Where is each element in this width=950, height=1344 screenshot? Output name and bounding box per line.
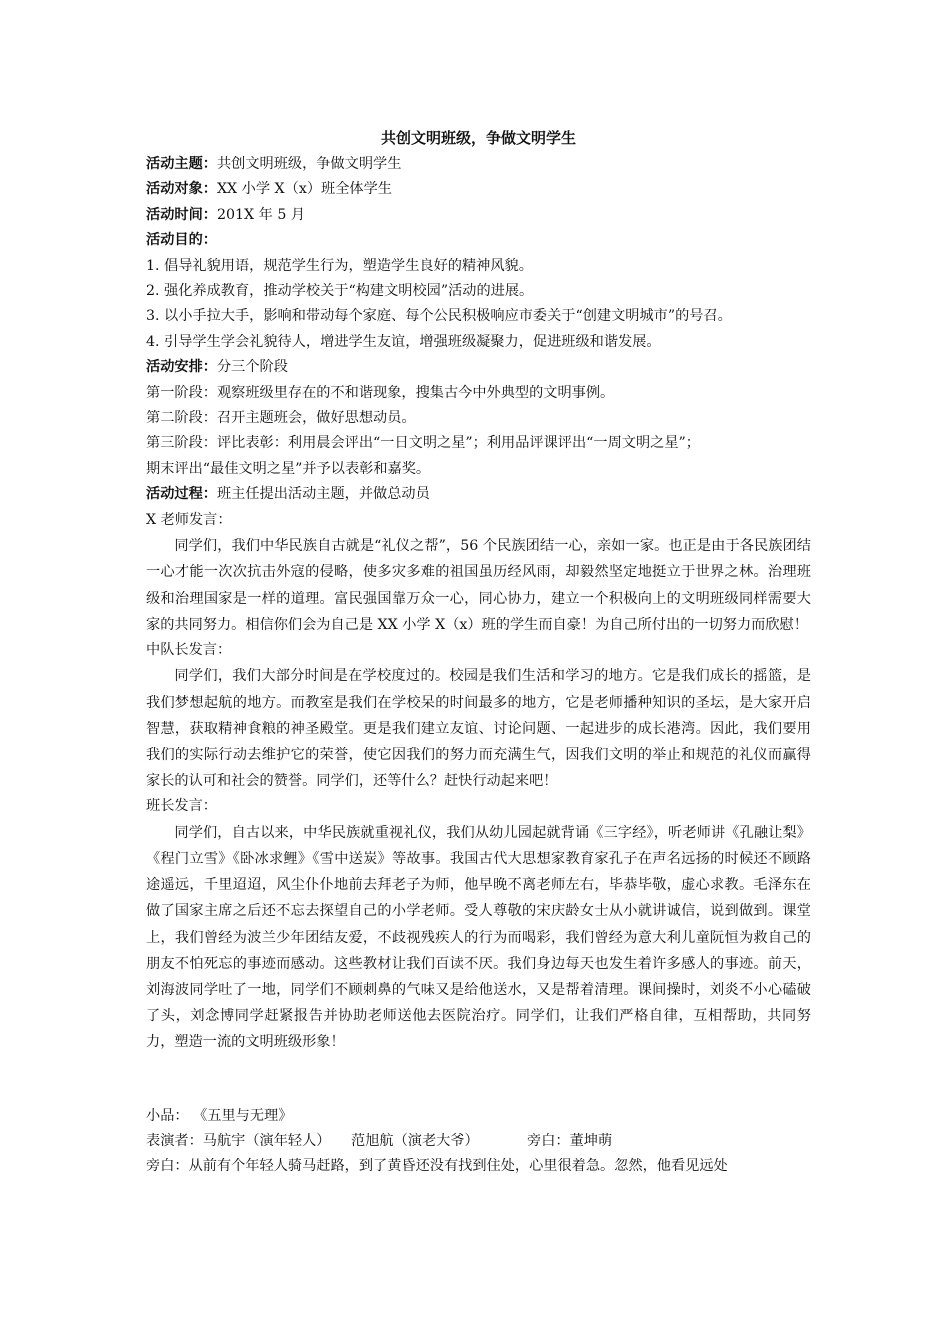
- stage-line: 第二阶段：召开主题班会，做好思想动员。: [146, 410, 416, 427]
- stage-line: 期末评出“最佳文明之星”并予以表彰和嘉奖。: [146, 460, 431, 477]
- speaker-label: X 老师发言：: [146, 511, 232, 528]
- skit-narration: 旁白：从前有个年轻人骑马赶路，到了黄昏还没有找到住处，心里很着急。忽然，他看见远处: [146, 1158, 728, 1175]
- stage-line: 第一阶段：观察班级里存在的不和谐现象，搜集古今中外典型的文明事例。: [146, 384, 615, 401]
- cast-label: 表演者：: [146, 1132, 203, 1149]
- target-row: [146, 177, 811, 202]
- cast-member: 范旭航（演老大爷）: [351, 1132, 479, 1149]
- arrangement-value: 分三个阶段: [216, 359, 288, 376]
- speech-paragraph: 同学们，自古以来，中华民族就重视礼仪，我们从幼儿园起就背诵《三字经》，听老师讲《孔融让梨》《程门立雪》《卧冰求鲤》《雪中送炭》等故事。我国古代大思想家教育家孔子在声名远扬的时候还不顾路途遥远，千里迢迢，风尘仆仆地前去拜老子为师，他早晚不离老师左右，毕恭毕敬，虚心求教。毛泽东在做了国家主席之后还不忘去探望自己的小学老师。受人尊敬的宋庆龄女士从小就讲诚信，说到做到。课堂上，我们曾经为波兰少年团结友爱，不歧视残疾人的行为而喝彩，我们曾经为意大利儿童阮恒为救自己的朋友不怕死忘的事迹而感动。这些教材让我们百读不厌。我们身边每天也发生着许多感人的事迹。前天，刘海波同学吐了一地，同学们不顾刺鼻的气味又是给他送水，又是帮着清理。课间操时，刘炎不小心磕破了头，刘念博同学赶紧报告并协助老师送他去医院治疗。同学们，让我们严格自律，互相帮助，共同努力，塑造一流的文明班级形象！: [146, 824, 811, 1051]
- cast-narrator: 旁白：董坤萌: [527, 1132, 613, 1149]
- theme-row: [146, 152, 811, 177]
- purpose-item: 1. 倡导礼貌用语，规范学生行为，塑造学生良好的精神风貌。: [146, 257, 533, 274]
- page-title: 共创文明班级，争做文明学生: [380, 129, 576, 147]
- skit-cast-row: [146, 1129, 811, 1154]
- skit-title: 小品： 《五里与无理》: [146, 1107, 293, 1124]
- arrangement-row: [146, 355, 811, 380]
- speaker-label: 中队长发言：: [146, 641, 232, 658]
- purpose-item: 2. 强化养成教育，推动学校关于“构建文明校园”活动的进展。: [146, 283, 534, 300]
- target-value: XX 小学 X（x）班全体学生: [216, 181, 392, 198]
- target-label: 活动对象：: [146, 181, 217, 198]
- purpose-item: 3. 以小手拉大手，影响和带动每个家庭、每个公民积极响应市委关于“创建文明城市”的号召。: [146, 308, 732, 325]
- document-page: [146, 128, 811, 1180]
- theme-label: 活动主题：: [146, 156, 217, 172]
- speech-paragraph: 同学们，我们大部分时间是在学校度过的。校园是我们生活和学习的地方。它是我们成长的摇篮，是我们梦想起航的地方。而教室是我们在学校呆的时间最多的地方，它是老师播种知识的圣坛，是大家开启智慧，获取精神食粮的神圣殿堂。更是我们建立友谊、讨论问题、一起进步的成长港湾。因此，我们要用我们的实际行动去维护它的荣誉，使它因我们的努力而充满生气，因我们文明的举止和规范的礼仪而赢得家长的认可和社会的赞誉。同学们，还等什么？赶快行动起来吧！: [146, 668, 811, 790]
- cast-primary: [146, 1129, 351, 1154]
- process-row: [146, 482, 811, 507]
- section-spacer: [146, 1056, 811, 1104]
- arrangement-label: 活动安排：: [146, 359, 217, 376]
- purpose-row: [146, 228, 811, 253]
- speaker-label: 班长发言：: [146, 798, 217, 815]
- purpose-label: 活动目的：: [146, 232, 217, 249]
- process-value: 班主任提出活动主题，并做总动员: [216, 486, 430, 503]
- stage-line: 第三阶段：评比表彰：利用晨会评出“一日文明之星”；利用品评课评出“一周文明之星”；: [146, 435, 700, 452]
- time-value: 201X 年 5 月: [216, 206, 306, 223]
- time-row: [146, 203, 811, 228]
- theme-value: 共创文明班级，争做文明学生: [216, 156, 402, 172]
- process-label: 活动过程：: [146, 486, 217, 503]
- speech-paragraph: 同学们，我们中华民族自古就是“礼仪之帮”，56 个民族团结一心，亲如一家。也正是由于各民族团结一心才能一次次抗击外寇的侵略，使多灾多难的祖国虽历经风雨，却毅然坚定地挺立于世界之林。治理班级和治理国家是一样的道理。富民强国靠万众一心，同心协力，建立一个积极向上的文明班级同样需要大家的共同努力。相信你们会为自己是 XX 小学 X（x）班的学生而自豪！为自己所付出的一切努力而欣慰！: [146, 538, 811, 633]
- time-label: 活动时间：: [146, 206, 217, 223]
- purpose-item: 4. 引导学生学会礼貌待人，增进学生友谊，增强班级凝聚力，促进班级和谐发展。: [146, 333, 661, 350]
- cast-member: 马航宇（演年轻人）: [202, 1132, 331, 1149]
